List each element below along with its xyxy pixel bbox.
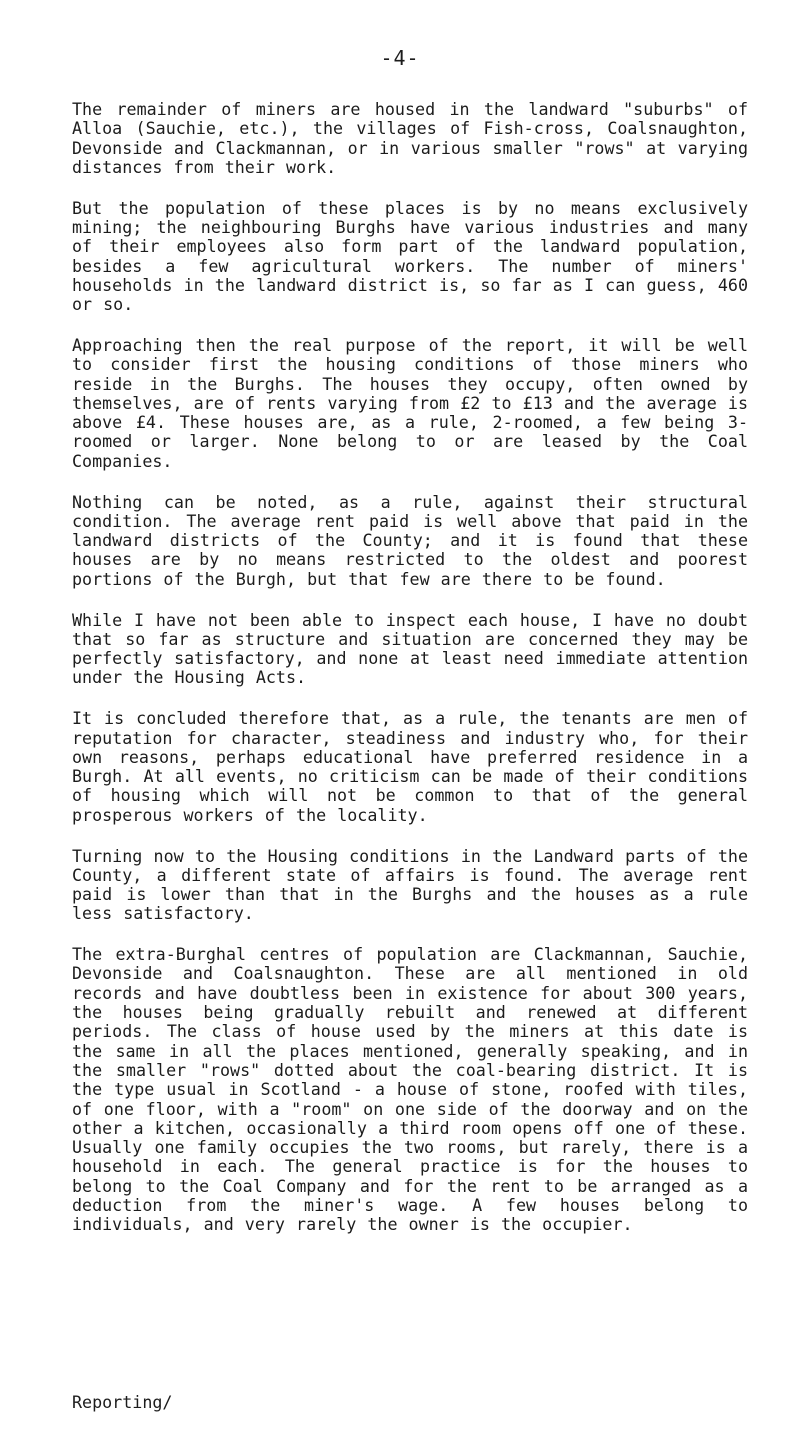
paragraph-4: Nothing can be noted, as a rule, against their structural condition. The average rent paid is well above that paid in the landward districts of the County; and it is found that these houses are by no means restricted to the oldest and poorest portions of the Burgh, but that few are there to be found. [72, 491, 748, 589]
paragraph-3: Approaching then the real purpose of the report, it will be well to consider first the housing conditions of those miners who reside in the Burghs. The houses they occupy, often owned by themselves, are of rents varying from £2 to £13 and the average is above £4. These houses are, as a rule, 2-roomed, a few being 3-roomed or larger. None belong to or are leased by the Coal Companies. [72, 334, 748, 471]
paragraph-5: While I have not been able to inspect each house, I have no doubt that so far as structure and situation are concerned they may be perfectly satisfactory, and none at least need immediate attention under the Housing Acts. [72, 609, 748, 688]
paragraph-7: Turning now to the Housing conditions in the Landward parts of the County, a different state of affairs is found. The average rent paid is lower than that in the Burghs and the houses as a rule less satisfactory. [72, 845, 748, 924]
page-number: -4- [380, 46, 420, 70]
continuation-word: Reporting/ [72, 1392, 173, 1412]
paragraph-2: But the population of these places is by no means exclusively mining; the neighbouring Burghs have various industries and many of their employees also form part of the landward population, besides a few agricultural workers. The number of miners' households in the landward district is, so far as I can guess, 460 or so. [72, 197, 748, 315]
paragraph-1: The remainder of miners are housed in the landward "suburbs" of Alloa (Sauchie, etc.), the villages of Fish-cross, Coalsnaughton, Devonside and Clackmannan, or in various smaller "rows" at varying distances from their work. [72, 99, 748, 177]
paragraph-6: It is concluded therefore that, as a rule, the tenants are men of reputation for character, steadiness and industry who, for their own reasons, perhaps educational have preferred residence in a Burgh. At all events, no criticism can be made of their conditions of housing which will not be common to that of the general prosperous workers of the locality. [72, 708, 748, 825]
body-text [72, 100, 748, 1256]
paragraph-8: The extra-Burghal centres of population are Clackmannan, Sauchie, Devonside and Coalsnaughton. These are all mentioned in old records and have doubtless been in existence for about 300 years, the houses being gradually rebuilt and renewed at different periods. The class of house used by the miners at this date is the same in all the places mentioned, generally speaking, and in the smaller "rows" dotted about the coal-bearing district. It is the type usual in Scotland - a house of stone, roofed with tiles, of one floor, with a "room" on one side of the doorway and on the other a kitchen, occasionally a third room opens off one of these. Usually one family occupies the two rooms, but rarely, there is a household in each. The general practice is for the houses to belong to the Coal Company and for the rent to be arranged as a deduction from the miner's wage. A few houses belong to individuals, and very rarely the owner is the occupier. [72, 944, 748, 1235]
